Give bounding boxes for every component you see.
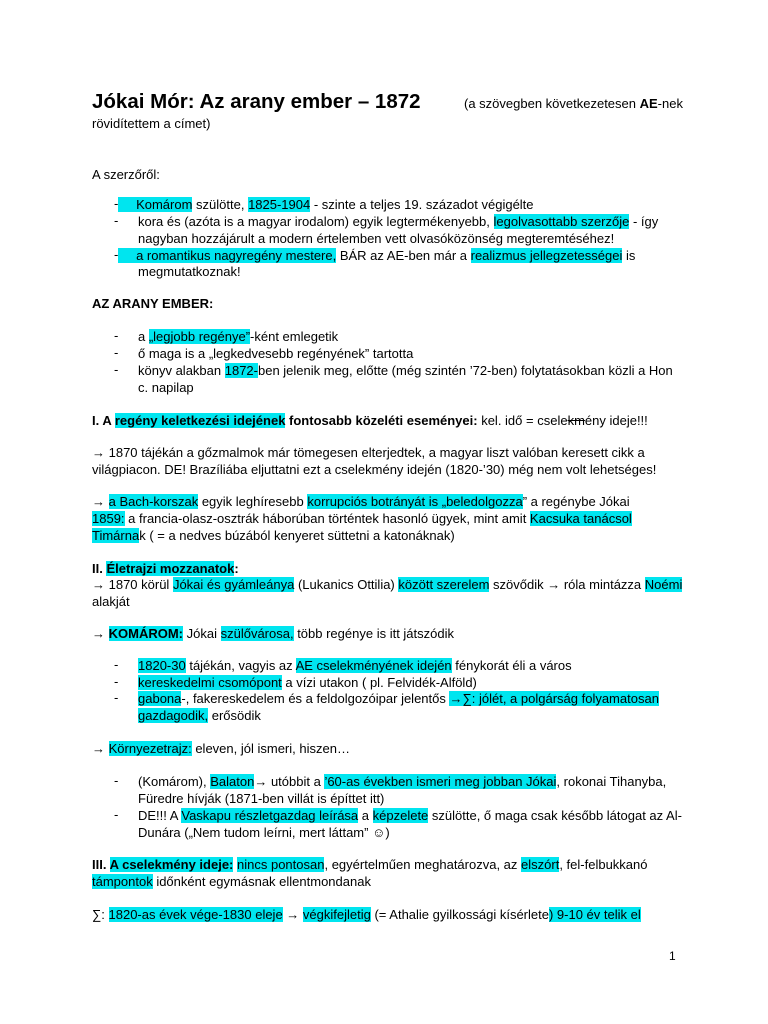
highlight: 1820-30 — [138, 658, 186, 673]
title-note-suffix: -nek — [657, 96, 683, 111]
text: , rokonai Tihanyba, — [556, 774, 667, 789]
sum-symbol: ∑: — [92, 907, 109, 922]
section-3-heading — [92, 856, 648, 873]
heading-text: AZ ARANY EMBER: — [92, 296, 214, 311]
highlight: 1872- — [224, 363, 258, 378]
environment-line — [92, 740, 350, 757]
highlight: legolvasottabb szerzője — [493, 214, 630, 229]
highlight: gazdagodik, — [138, 708, 209, 723]
highlight: Komárom — [136, 197, 193, 212]
text: → 1870 körül — [92, 577, 173, 592]
highlight: regény keletkezési idejének — [114, 413, 286, 428]
title-note-line2: rövidítettem a címet) — [92, 116, 211, 131]
list-item — [138, 328, 338, 345]
title-note-text: (a szövegben következetesen — [464, 96, 640, 111]
highlight: „legjobb regénye” — [148, 329, 251, 344]
list-item — [138, 674, 477, 691]
highlight: ) 9-10 év telik el — [548, 907, 641, 922]
heading-text: III. — [92, 857, 110, 872]
text: kora és (azóta is a magyar irodalom) egyik legtermékenyebb, — [138, 214, 494, 229]
text: tájékán, vagyis az — [185, 658, 296, 673]
text: egyik leghíresebb — [198, 494, 308, 509]
paragraph-line — [92, 510, 632, 527]
paragraph-line: világpiacon. DE! Brazíliába eljuttatni ezt a cselekmény idején (1820-’30) még nem volt lehetséges! — [92, 462, 657, 477]
bullet-dash: - — [114, 196, 119, 211]
paragraph-line: → 1870 tájékán a gőzmalmok már tömegesen elterjedtek, a magyar liszt valóban keresett cikk a — [92, 445, 645, 460]
text: szülötte, ő maga csak később látogat az Al- — [428, 808, 682, 823]
section-author-heading: A szerzőről: — [92, 167, 160, 182]
text: a — [138, 329, 149, 344]
komarom-line — [92, 625, 454, 642]
text: (Lukanics Ottilia) — [294, 577, 399, 592]
highlight: →∑: jólét, a polgárság folyamatosan — [449, 691, 659, 706]
list-item — [138, 690, 659, 707]
heading-text: : — [234, 561, 239, 576]
highlight: Környezetrajz: — [108, 741, 192, 756]
text: → — [282, 907, 303, 922]
text: (= Athalie gyilkossági kísérlete — [370, 907, 549, 922]
text: ény ideje!!! — [584, 413, 648, 428]
highlight — [118, 248, 136, 263]
bullet-dash: - — [114, 362, 119, 377]
text: szövődik → róla mintázza — [489, 577, 645, 592]
highlight: ’60-as években ismeri meg jobban Jókai — [324, 774, 557, 789]
list-item-cont: c. napilap — [138, 380, 194, 395]
list-item — [138, 213, 658, 230]
highlight: elszórt — [521, 857, 560, 872]
text: időnként egymásnak ellentmondanak — [152, 874, 371, 889]
list-item-cont: Dunára („Nem tudom leírni, mert láttam” ☺) — [138, 825, 390, 840]
text: a — [358, 808, 373, 823]
highlight: a Bach-korszak — [108, 494, 199, 509]
list-item-cont: nagyban hozzájárult a modern értelemben vett olvasóközönség megteremtéséhez! — [138, 231, 615, 246]
text: - így — [629, 214, 659, 229]
highlight: korrupciós botrányát is „beledolgozza — [307, 494, 523, 509]
list-item — [138, 362, 673, 379]
highlight: realizmus jellegzetességei — [470, 248, 623, 263]
bullet-dash: - — [114, 247, 119, 262]
highlight: 1820-as évek vége-1830 eleje — [108, 907, 283, 922]
text: -, fakereskedelem és a feldolgozóipar jelentős — [181, 691, 450, 706]
text: is — [622, 248, 636, 263]
list-item — [118, 196, 534, 213]
page-number: 1 — [669, 949, 676, 963]
bullet-dash: - — [114, 345, 119, 360]
text: - szinte a teljes 19. századot végigélte — [310, 197, 534, 212]
text: k ( = a nedves búzából kenyeret süttetni a katonáknak) — [139, 528, 455, 543]
highlight: gabona — [138, 691, 182, 706]
paragraph-line — [92, 527, 455, 544]
section-1-heading — [92, 412, 648, 429]
highlight: szülővárosa, — [220, 626, 294, 641]
highlight: képzelete — [372, 808, 429, 823]
highlight: között szerelem — [398, 577, 490, 592]
summary-line — [92, 906, 641, 923]
highlight: Timárna — [92, 528, 140, 543]
highlight: AE cselekményének idején — [295, 658, 452, 673]
bullet-dash: - — [114, 807, 119, 822]
heading-text: I. A — [92, 413, 115, 428]
section-2-heading — [92, 560, 239, 577]
paragraph-line — [92, 873, 371, 890]
highlight: Balaton — [210, 774, 255, 789]
text: erősödik — [208, 708, 261, 723]
title-note-abbrev: AE — [639, 96, 658, 111]
highlight: a romantikus nagyregény mestere, — [136, 248, 337, 263]
list-item-cont — [138, 707, 261, 724]
highlight: Kacsuka tanácsol — [529, 511, 632, 526]
highlight: 1825-1904 — [248, 197, 311, 212]
list-item: ő maga is a „legkedvesebb regényének” tartotta — [138, 346, 414, 361]
bullet-dash: - — [114, 328, 119, 343]
list-item-cont: Füredre hívják (1871-ben villát is építtet itt) — [138, 791, 385, 806]
paragraph-line — [92, 576, 682, 593]
bullet-dash: - — [114, 213, 119, 228]
bullet-dash: - — [114, 773, 119, 788]
text: könyv alakban — [138, 363, 225, 378]
text: → utóbbit a — [254, 774, 325, 789]
list-item — [138, 807, 682, 824]
document-title: Jókai Mór: Az arany ember – 1872 — [92, 90, 421, 113]
paragraph-line: alakját — [92, 594, 130, 609]
paragraph-line — [92, 493, 630, 510]
section-ae-heading — [92, 295, 213, 312]
heading-text: II. — [92, 561, 107, 576]
text: a vízi utakon ( pl. Felvidék-Alföld) — [281, 675, 477, 690]
highlight: A cselekmény ideje: — [109, 857, 234, 872]
text: -ként emlegetik — [250, 329, 339, 344]
highlight: 1859: — [92, 511, 125, 526]
bullet-dash: - — [114, 690, 119, 705]
highlight: Életrajzi mozzanatok — [106, 561, 235, 576]
highlight: Jókai és gyámleánya — [172, 577, 295, 592]
highlight: nincs pontosan — [237, 857, 325, 872]
list-item — [118, 247, 635, 264]
text: szülötte, — [192, 197, 249, 212]
text: BÁR az AE-ben már a — [336, 248, 471, 263]
text: Jókai — [183, 626, 221, 641]
text: eleven, jól ismeri, hiszen… — [191, 741, 350, 756]
text: → — [92, 741, 109, 756]
list-item — [138, 657, 572, 674]
text: több regénye is itt játszódik — [293, 626, 454, 641]
text: (Komárom), — [138, 774, 211, 789]
heading-text: fontosabb közeléti eseményei: — [285, 413, 478, 428]
highlight: végkifejletig — [302, 907, 371, 922]
text: ben jelenik meg, előtte (még szintén ’72-ben) folytatásokban közli a Hon — [257, 363, 673, 378]
text: DE!!! A — [138, 808, 182, 823]
text: , fel-felbukkanó — [559, 857, 648, 872]
title-note — [464, 96, 683, 111]
bullet-dash: - — [114, 674, 119, 689]
text: → — [92, 626, 109, 641]
highlight: Noémi — [644, 577, 683, 592]
text: → — [92, 494, 109, 509]
text: ” a regénybe Jókai — [522, 494, 630, 509]
highlight: Vaskapu részletgazdag leírása — [181, 808, 359, 823]
highlight: kereskedelmi csomópont — [138, 675, 282, 690]
text: , egyértelműen meghatározva, az — [324, 857, 522, 872]
highlight — [118, 197, 136, 212]
text: fénykorát éli a város — [451, 658, 572, 673]
list-item-cont: megmutatkoznak! — [138, 264, 241, 279]
text: a francia-olasz-osztrák háborúban történtek hasonló ügyek, mint amit — [124, 511, 530, 526]
highlight: támpontok — [92, 874, 153, 889]
list-item — [138, 773, 666, 790]
struck-text: km — [567, 413, 585, 428]
highlight: KOMÁROM: — [108, 626, 184, 641]
text: kel. idő = csele — [477, 413, 568, 428]
bullet-dash: - — [114, 657, 119, 672]
